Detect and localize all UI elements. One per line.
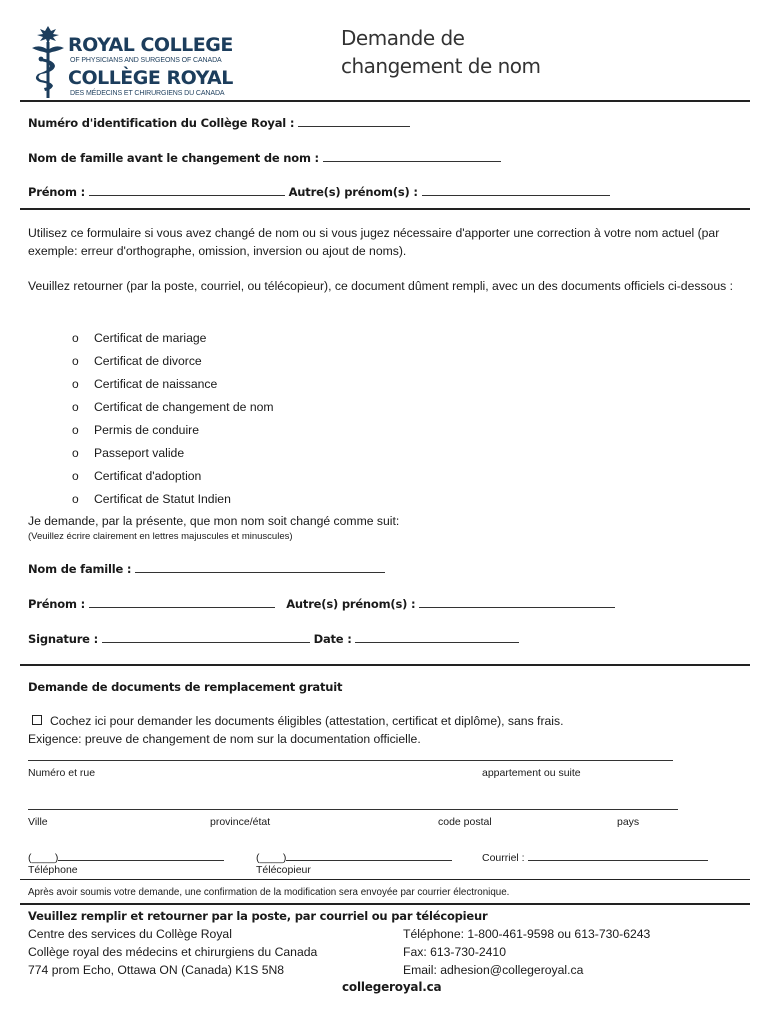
request-note: (Veuillez écrire clairement en lettres majuscules et minuscules) (28, 531, 293, 542)
phone-input[interactable] (58, 849, 224, 861)
list-item: Permis de conduire (94, 423, 199, 437)
first-name-row (28, 184, 610, 199)
new-other-names-input[interactable] (419, 596, 615, 608)
page-title (341, 24, 541, 80)
replacement-requirement: Exigence: preuve de changement de nom sur la documentation officielle. (28, 732, 421, 746)
bullet-marker: o (72, 469, 79, 483)
logo-line-2: OF PHYSICIANS AND SURGEONS OF CANADA (70, 57, 222, 64)
list-item: Certificat de divorce (94, 354, 202, 368)
fax-row (256, 849, 452, 864)
phone-prefix: (____) (28, 852, 59, 864)
list-item: Certificat d'adoption (94, 469, 202, 483)
signature-label: Signature : (28, 632, 98, 646)
email-row (482, 849, 708, 864)
new-last-name-row (28, 561, 385, 576)
other-names-input[interactable] (422, 184, 610, 196)
new-last-name-input[interactable] (135, 561, 385, 573)
bullet-marker: o (72, 423, 79, 437)
date-input[interactable] (355, 631, 519, 643)
replacement-checkbox-row[interactable] (32, 714, 563, 728)
apt-label: appartement ou suite (482, 767, 581, 779)
list-item: Passeport valide (94, 446, 185, 460)
footer-address-1: Centre des services du Collège Royal (28, 927, 232, 941)
bullet-marker: o (72, 331, 79, 345)
logo-line-4: DES MÉDECINS ET CHIRURGIENS DU CANADA (70, 90, 225, 97)
top-divider (20, 100, 750, 102)
street-label: Numéro et rue (28, 767, 96, 779)
list-item: Certificat de mariage (94, 331, 207, 345)
city-label: Ville (28, 816, 48, 828)
logo-line-3: COLLÈGE ROYAL (68, 67, 233, 89)
last-name-before-label: Nom de famille avant le changement de nom : (28, 151, 319, 165)
new-last-name-label: Nom de famille : (28, 562, 132, 576)
footer-email[interactable]: Email: adhesion@collegeroyal.ca (403, 963, 584, 977)
page-title-line-2: changement de nom (341, 54, 541, 78)
fax-prefix: (____) (256, 852, 287, 864)
phone-row (28, 849, 224, 864)
fax-label: Télécopieur (256, 864, 311, 876)
confirmation-note: Après avoir soumis votre demande, une confirmation de la modification sera envoyée par courrier électronique. (28, 887, 510, 898)
bullet-marker: o (72, 492, 79, 506)
new-first-name-input[interactable] (89, 596, 275, 608)
new-first-name-label: Prénom : (28, 597, 85, 611)
replacement-checkbox[interactable] (32, 715, 42, 725)
email-label: Courriel : (482, 852, 525, 864)
signature-input[interactable] (102, 631, 310, 643)
logo-line-1: ROYAL COLLEGE (68, 34, 233, 56)
new-first-name-row (28, 596, 615, 611)
caduceus-icon (28, 24, 68, 100)
bullet-marker: o (72, 354, 79, 368)
date-label: Date : (313, 632, 352, 646)
street-input[interactable] (28, 760, 673, 761)
replacement-heading: Demande de documents de remplacement gratuit (28, 680, 343, 694)
list-item: Certificat de changement de nom (94, 400, 274, 414)
footer-address-3: 774 prom Echo, Ottawa ON (Canada) K1S 5N8 (28, 963, 285, 977)
footer-address-2: Collège royal des médecins et chirurgiens du Canada (28, 945, 318, 959)
phone-label: Téléphone (28, 864, 78, 876)
footer-fax: Fax: 613-730-2410 (403, 945, 506, 959)
replacement-checkbox-label: Cochez ici pour demander les documents éligibles (attestation, certificat et diplôme), sans frais. (50, 714, 564, 728)
intro-paragraph-2: Veuillez retourner (par la poste, courriel, ou télécopieur), ce document dûment rempli, avec un des documents officiels ci-dessous : (28, 279, 733, 293)
id-field-row (28, 115, 410, 130)
fax-input[interactable] (286, 849, 452, 861)
footer-website-link[interactable]: collegeroyal.ca (342, 980, 442, 994)
id-field-label: Numéro d'identification du Collège Royal : (28, 116, 295, 130)
new-other-names-label: Autre(s) prénom(s) : (286, 597, 416, 611)
city-input[interactable] (28, 809, 678, 810)
logo (28, 24, 238, 100)
bullet-marker: o (72, 377, 79, 391)
footer-heading: Veuillez remplir et retourner par la poste, par courriel ou par télécopieur (28, 909, 488, 923)
id-field-input[interactable] (298, 115, 410, 127)
email-input[interactable] (528, 849, 708, 861)
bullet-marker: o (72, 400, 79, 414)
intro-paragraph-1: Utilisez ce formulaire si vous avez changé de nom ou si vous jugez nécessaire d'apporter une correction à votre nom actuel (par exemple: erreur d'orthographe, omission, inversion ou ajout de noms). (28, 226, 720, 258)
signature-row (28, 631, 519, 646)
other-names-label: Autre(s) prénom(s) : (288, 185, 418, 199)
section-divider-3 (20, 879, 750, 880)
first-name-input[interactable] (89, 184, 285, 196)
list-item: Certificat de Statut Indien (94, 492, 231, 506)
list-item: Certificat de naissance (94, 377, 218, 391)
page-title-line-1: Demande de (341, 26, 465, 50)
postal-code-label: code postal (438, 816, 492, 828)
section-divider-4 (20, 903, 750, 905)
bullet-marker: o (72, 446, 79, 460)
first-name-label: Prénom : (28, 185, 85, 199)
last-name-before-row (28, 150, 501, 165)
section-divider-1 (20, 208, 750, 210)
section-divider-2 (20, 664, 750, 666)
last-name-before-input[interactable] (323, 150, 501, 162)
province-label: province/état (210, 816, 271, 828)
request-statement: Je demande, par la présente, que mon nom soit changé comme suit: (28, 514, 400, 528)
footer-phone: Téléphone: 1-800-461-9598 ou 613-730-6243 (403, 927, 651, 941)
country-label: pays (617, 816, 640, 828)
